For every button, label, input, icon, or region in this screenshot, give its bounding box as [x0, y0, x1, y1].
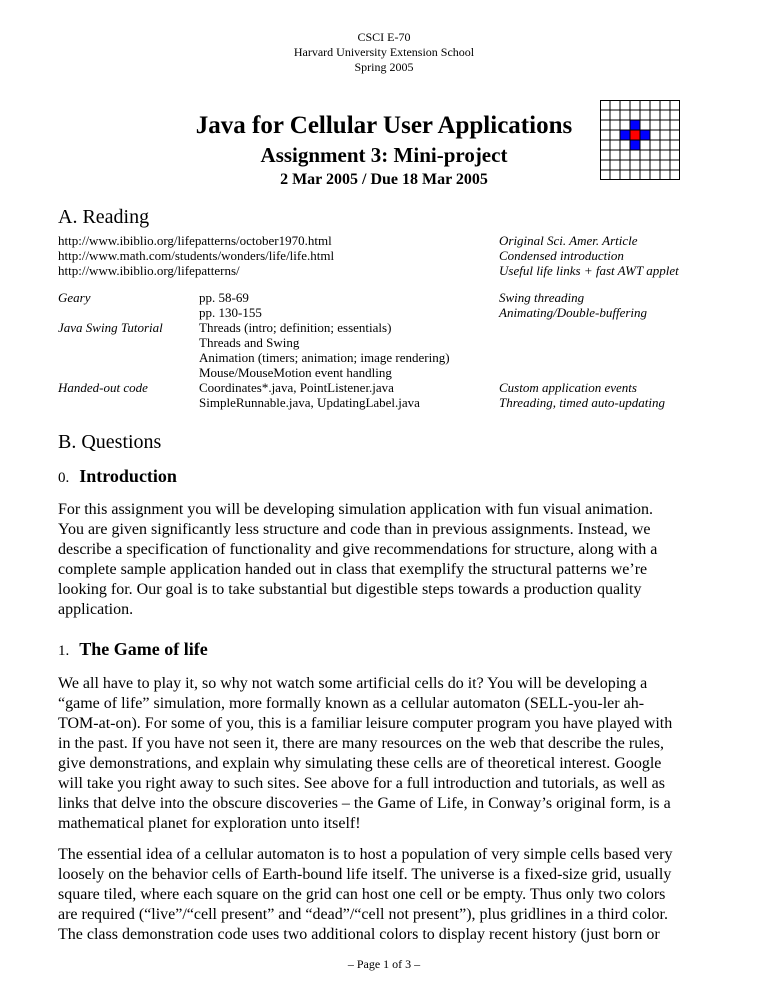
geary-note: Swing threading: [499, 290, 585, 305]
text-line: looking for. Our goal is to take substantial but digestible steps towards a production quality: [58, 581, 642, 598]
source-geary: Geary: [58, 290, 91, 305]
assignment-dates: 2 Mar 2005 / Due 18 Mar 2005: [280, 171, 488, 188]
life-grid-icon: [600, 100, 680, 180]
text-line: For this assignment you will be developing simulation application with fun visual animation.: [58, 501, 654, 518]
text-line: The class demonstration code uses two additional colors to display recent history (just born or: [58, 926, 660, 943]
text-line: will take you right away to such sites. See above for a full introduction and tutorials, as well as: [58, 775, 665, 792]
term: Spring 2005: [354, 60, 414, 74]
tutorial-topic: Mouse/MouseMotion event handling: [199, 365, 392, 380]
q1-paragraph-2: [58, 845, 713, 945]
tutorial-topic: Threads (intro; definition; essentials): [199, 320, 392, 335]
source-swing-tutorial: Java Swing Tutorial: [58, 320, 163, 335]
course-code: CSCI E-70: [357, 30, 411, 44]
text-line: mathematical planet for exploration unto itself!: [58, 815, 361, 832]
assignment-title: Assignment 3: Mini-project: [260, 143, 508, 167]
text-line: We all have to play it, so why not watch some artificial cells do it? You will be developing a: [58, 675, 648, 692]
page-footer: – Page 1 of 3 –: [347, 957, 421, 971]
text-line: in the past. If you have not seen it, there are many resources on the web that describe the rules,: [58, 735, 665, 752]
reading-note: Condensed introduction: [499, 248, 624, 263]
reading-link[interactable]: http://www.math.com/students/wonders/life/life.html: [58, 248, 335, 263]
q1-paragraph-1: [58, 674, 713, 834]
document-title: Java for Cellular User Applications: [195, 112, 573, 139]
q0-title: Introduction: [79, 466, 177, 486]
q0-paragraph: [58, 500, 713, 620]
geary-pages: pp. 58-69: [199, 290, 249, 305]
geary-pages: pp. 130-155: [199, 305, 262, 320]
text-line: “game of life” simulation, more formally known as a cellular automaton (SELL-you-ler ah-: [58, 695, 645, 712]
text-line: complete sample application handed out in class that exemplify the structural patterns we’re: [58, 561, 648, 578]
text-line: loosely on the behavior cells of Earth-bound life itself. The universe is a fixed-size grid, usually: [58, 866, 672, 883]
text-line: TOM-at-on). For some of you, this is a familiar leisure computer program you have played with: [58, 715, 673, 732]
reading-link[interactable]: http://www.ibiblio.org/lifepatterns/: [58, 263, 240, 278]
q0-number: 0.: [58, 470, 70, 486]
handout-file: SimpleRunnable.java, UpdatingLabel.java: [199, 395, 420, 410]
reading-note: Useful life links + fast AWT applet: [499, 263, 679, 278]
q1-title: The Game of life: [79, 639, 208, 659]
text-line: application.: [58, 601, 134, 618]
reading-note: Original Sci. Amer. Article: [499, 233, 638, 248]
handout-note: Threading, timed auto-updating: [499, 395, 665, 410]
text-line: describe a specification of functionality and give recommendations for structure, along with a: [58, 541, 658, 558]
tutorial-topic: Animation (timers; animation; image rendering): [199, 350, 450, 365]
q1-heading: [58, 639, 208, 660]
text-line: You are given significantly less structure and code than in previous assignments. Instead, we: [58, 521, 651, 538]
section-b-heading: B. Questions: [58, 431, 162, 453]
text-line: give demonstrations, and explain why simulating these cells are of theoretical interest. Google: [58, 755, 662, 772]
text-line: The essential idea of a cellular automaton is to host a population of very simple cells based very: [58, 846, 673, 863]
handout-note: Custom application events: [499, 380, 637, 395]
text-line: links that delve into the obscure discoveries – the Game of Life, in Conway’s original form, is a: [58, 795, 671, 812]
text-line: square tiled, where each square on the grid can host one cell or be empty. Thus only two colors: [58, 886, 666, 903]
school-name: Harvard University Extension School: [293, 45, 475, 59]
reading-link[interactable]: http://www.ibiblio.org/lifepatterns/october1970.html: [58, 233, 332, 248]
q1-number: 1.: [58, 643, 70, 659]
handout-file: Coordinates*.java, PointListener.java: [199, 380, 394, 395]
geary-note: Animating/Double-buffering: [499, 305, 648, 320]
section-a-heading: A. Reading: [58, 206, 150, 228]
q0-heading: [58, 466, 177, 487]
text-line: are required (“live”/“cell present” and “dead”/“cell not present”), plus gridlines in a third color.: [58, 906, 668, 923]
tutorial-topic: Threads and Swing: [199, 335, 300, 350]
source-handout-code: Handed-out code: [58, 380, 148, 395]
